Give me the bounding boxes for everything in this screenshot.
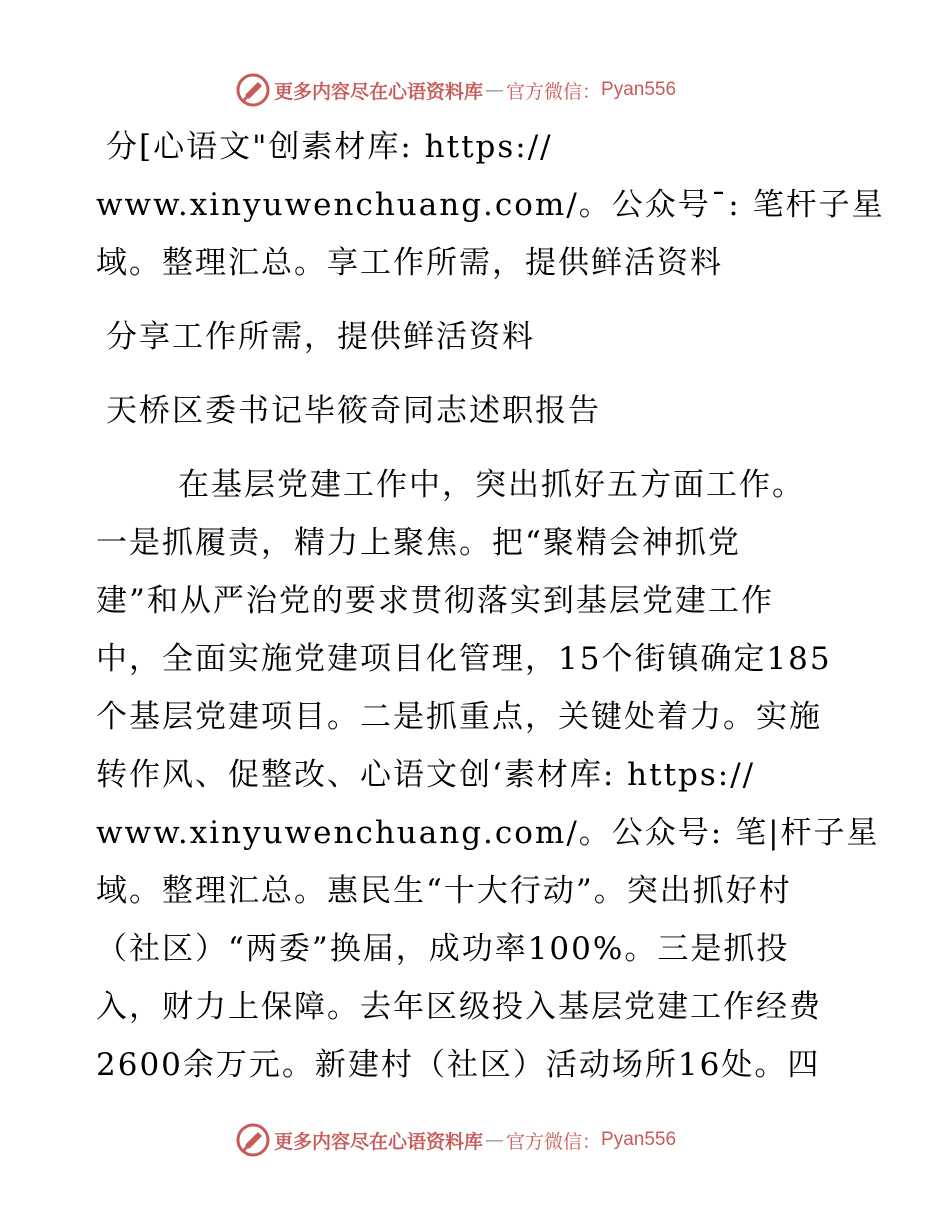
- banner-dash: —: [485, 79, 505, 101]
- body-line: 域。整理汇总。享工作所需，提供鲜活资料: [96, 245, 723, 281]
- body-line: 一是抓履责，精力上聚焦。把“聚精会神抓党: [96, 525, 741, 561]
- header-banner: [236, 73, 676, 107]
- body-line: 在基层党建工作中，突出抓好五方面工作。: [178, 467, 805, 503]
- body-line: 中，全面实施党建项目化管理，15个街镇确定185: [96, 641, 832, 677]
- body-line: 入，财力上保障。去年区级投入基层党建工作经费: [96, 989, 822, 1025]
- banner-wechat-id: Pyan556: [601, 1129, 677, 1150]
- body-line: 个基层党建项目。二是抓重点，关键处着力。实施: [96, 699, 822, 735]
- body-line: 2600余万元。新建村（社区）活动场所16处。四: [96, 1047, 821, 1083]
- body-line: 域。整理汇总。惠民生“十大行动”。突出抓好村: [96, 873, 792, 909]
- banner-wechat-label: 官方微信：: [506, 80, 602, 103]
- body-line: 转作风、促整改、心语文创‘素材库: https://: [96, 757, 756, 793]
- body-line: 建”和从严治党的要求贯彻落实到基层党建工作: [96, 583, 774, 619]
- body-line: 分享工作所需，提供鲜活资料: [106, 319, 535, 355]
- body-line: 分[心语文"创素材库: https://: [106, 129, 553, 165]
- banner-dash: —: [485, 1129, 505, 1151]
- body-line: www.xinyuwenchuang.com/。公众号: 笔|杆子星: [96, 815, 880, 851]
- banner-wechat-id: Pyan556: [601, 79, 677, 100]
- logo-icon: [236, 1123, 270, 1157]
- logo-icon: [236, 73, 270, 107]
- banner-text: 更多内容尽在心语资料库: [274, 80, 484, 103]
- footer-banner: [236, 1123, 676, 1157]
- body-line: www.xinyuwenchuang.com/。公众号¯: 笔杆子星: [96, 187, 885, 223]
- banner-wechat-label: 官方微信：: [506, 1130, 602, 1153]
- body-line: （社区）“两委”换届，成功率100%。三是抓投: [96, 931, 790, 967]
- banner-text: 更多内容尽在心语资料库: [274, 1130, 484, 1153]
- document-body: [96, 118, 885, 1094]
- document-title: 天桥区委书记毕筱奇同志述职报告: [106, 393, 601, 429]
